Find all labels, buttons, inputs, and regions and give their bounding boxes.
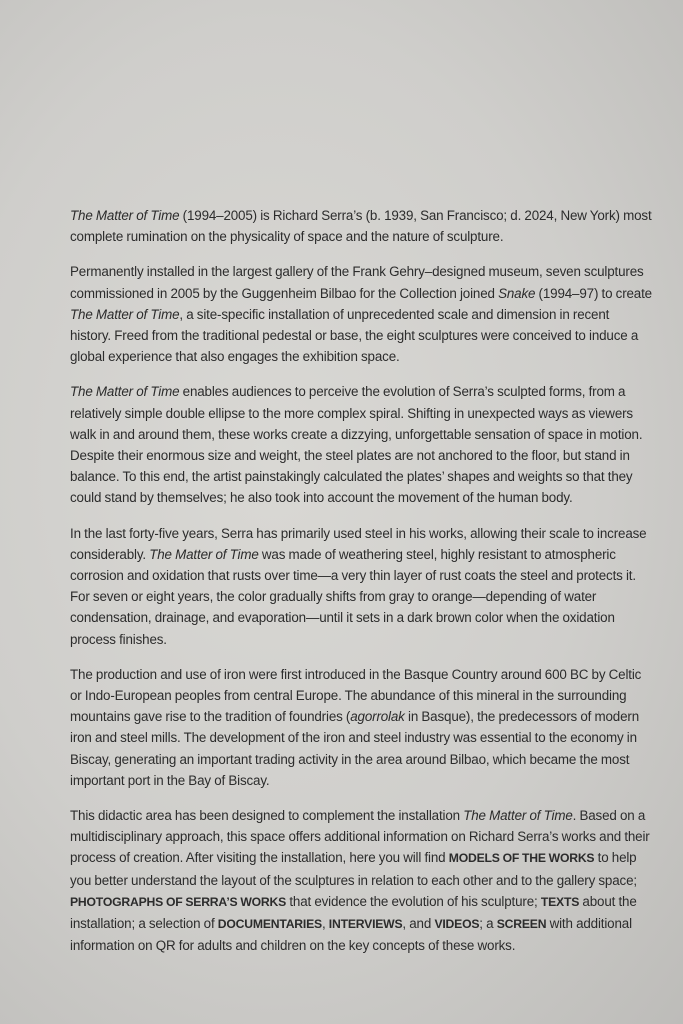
highlighted-term: VIDEOS — [434, 917, 480, 932]
highlighted-term: TEXTS — [540, 894, 580, 909]
paragraph-steel — [70, 523, 652, 650]
paragraph-installation — [70, 261, 652, 367]
paragraph-didactic-area — [70, 805, 652, 956]
body-text: (1994–2005) is Richard Serra’s (b. 1939, San Francisco; d. 2024, New York) most complete rumination on the physicality of space and the nature of sculpture. — [70, 208, 652, 245]
paragraph-iron-history — [70, 664, 652, 791]
italic-title-text: The Matter of Time — [70, 306, 180, 322]
text-block — [70, 205, 652, 971]
body-text: that evidence the evolution of his sculpture; — [286, 893, 541, 909]
italic-title-text: The Matter of Time — [70, 208, 180, 223]
highlighted-term: SCREEN — [496, 917, 547, 932]
highlighted-term: DOCUMENTARIES — [217, 917, 322, 932]
italic-title-text: The Matter of Time — [70, 384, 180, 400]
body-text: , a site-specific installation of unprecedented scale and dimension in recent history. Freed from the traditional pedestal or base, the eight sculptures were conceived to induce a global experience that also engages the exhibition space. — [70, 306, 639, 365]
body-text: was made of weathering steel, highly resistant to atmospheric corrosion and oxidation that rusts over time—a very thin layer of rust coats the steel and protects it. For seven or eight years, the color gradually shifts from gray to orange—depending of water condensation, drainage, and evaporation—until it sets in a dark brown color when the oxidation process finishes. — [70, 546, 636, 647]
body-text: ; a — [479, 916, 497, 932]
body-text: In the last forty-five years, Serra has primarily used steel in his works, allowing their scale to increase considerably. — [70, 525, 647, 562]
body-text: enables audiences to perceive the evolution of Serra’s sculpted forms, from a relatively simple double ellipse to the more complex spiral. Shifting in unexpected ways as viewers walk in and around them, these works create a dizzying, unforgettable sensation of space in motion. Despite their enormous size and weight, the steel plates are not anchored to the floor, but stand in balance. To this end, the artist painstakingly calculated the plates’ shapes and weights so that they could stand by themselves; he also took into account the movement of the human body. — [70, 384, 643, 506]
body-text: Permanently installed in the largest gallery of the Frank Gehry–designed museum, seven sculptures commissioned in 2005 by the Guggenheim Bilbao for the Collection joined — [70, 264, 644, 301]
paragraph-evolution — [70, 381, 652, 508]
body-text: , and — [402, 916, 435, 932]
highlighted-term: INTERVIEWS — [328, 917, 403, 932]
italic-title-text: Snake — [498, 285, 536, 301]
body-text: This didactic area has been designed to complement the installation — [70, 808, 464, 824]
highlighted-term: PHOTOGRAPHS OF SERRA’S WORKS — [70, 894, 287, 909]
body-text: about the installation; a selection of — [70, 893, 637, 932]
italic-title-text: agorrolak — [350, 709, 405, 725]
body-text: to help you better understand the layout of the sculptures in relation to each other and to the gallery space; — [70, 850, 637, 888]
body-text: . Based on a multidisciplinary approach, this space offers additional information on Richard Serra’s works and their process of creation. After visiting the installation, here you will find — [70, 808, 650, 866]
highlighted-term: MODELS OF THE WORKS — [448, 851, 595, 866]
body-text: with additional information on QR for adults and children on the key concepts of these works. — [70, 916, 632, 954]
body-text: , — [321, 916, 329, 932]
body-text: The production and use of iron were first introduced in the Basque Country around 600 BC by Celtic or Indo-European peoples from central Europe. The abundance of this mineral in the surrounding mountains gave rise to the tradition of foundries ( — [70, 666, 642, 725]
italic-title-text: The Matter of Time — [149, 546, 259, 562]
body-text: in Basque), the predecessors of modern iron and steel mills. The development of the iron and steel industry was essential to the economy in Biscay, generating an important trading activity in the area around Bilbao, which became the most important port in the Bay of Biscay. — [70, 709, 639, 788]
body-text: (1994–97) to create — [535, 285, 652, 301]
italic-title-text: The Matter of Time — [463, 808, 573, 824]
paragraph-intro — [70, 205, 652, 247]
